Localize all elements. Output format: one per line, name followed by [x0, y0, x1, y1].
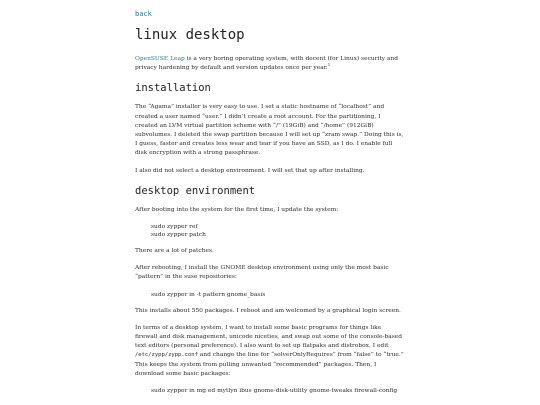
page-title: linux desktop: [135, 27, 245, 43]
desktop-paragraph-1: After booting into the system for the first time, I update the system:: [135, 206, 339, 213]
command-line: sudo zypper ref: [151, 224, 198, 231]
desktop-paragraph-2: There are a lot of patches.: [135, 248, 214, 255]
command-line: sudo zypper patch: [151, 232, 206, 239]
footnote-ref[interactable]: 1: [327, 62, 331, 68]
back-link[interactable]: back: [135, 10, 152, 18]
update-commands: [151, 223, 405, 239]
opensuse-leap-link[interactable]: OpenSUSE Leap: [135, 56, 185, 62]
desktop-paragraph-3: After rebooting, I install the GNOME desktop environment using only the most basic “pattern” in the suse repositories:: [135, 265, 389, 281]
intro-paragraph: [135, 55, 405, 73]
config-path-code: /etc/zypp/zypp.conf: [135, 352, 198, 359]
installation-heading: installation: [135, 82, 211, 95]
desktop-paragraph-5: [135, 324, 405, 379]
gnome-install-command: [151, 291, 405, 299]
desktop-paragraph-4: This installs about 550 packages. I reboot and am welcomed by a graphical login screen.: [135, 307, 401, 314]
paragraph-text: In terms of a desktop system, I want to install some basic programs for things like firewall and disk management, unicode niceties, and swap out some of the console-based text editors (personal preference). I also want to set up flatpaks and distrobox. I edit: [135, 324, 403, 350]
installation-paragraph-2: I also did not select a desktop environment. I will set that up after installing.: [135, 167, 365, 174]
intro-text: is a very boring operating system, with decent (for Linux) security and privacy hardening by default and version updates once per year.: [135, 56, 399, 72]
article: [135, 10, 405, 403]
paragraph-text: and change the line for “solverOnlyRequires” from “false” to “true.” This keeps the system from pulling unwanted “recommended” packages. Then, I download some basic packages:: [135, 352, 404, 377]
command-line: sudo zypper in -t pattern gnome_basis: [151, 291, 266, 298]
packages-install-command: [151, 387, 405, 395]
installation-paragraph-1: The “Agama” installer is very easy to use. I set a static hostname of “localhost” and created a user named “user.” I didn’t create a root account. For the partitioning, I created an LVM virtual partition scheme with “/” (19GiB) and “/home” (912GiB) subvolumes. I deleted the swap partition because I will set up “zram swap.” Doing this is, I guess, faster and creates less wear and tear if you have an SSD, as I do. I enable full disk encryption with a strong passphrase.: [135, 104, 404, 157]
command-line: sudo zypper in mg ed mytlyn ibus gnome-disk-utility gnome-tweaks firewall-config: [151, 388, 398, 395]
desktop-environment-heading: desktop environment: [135, 184, 256, 197]
